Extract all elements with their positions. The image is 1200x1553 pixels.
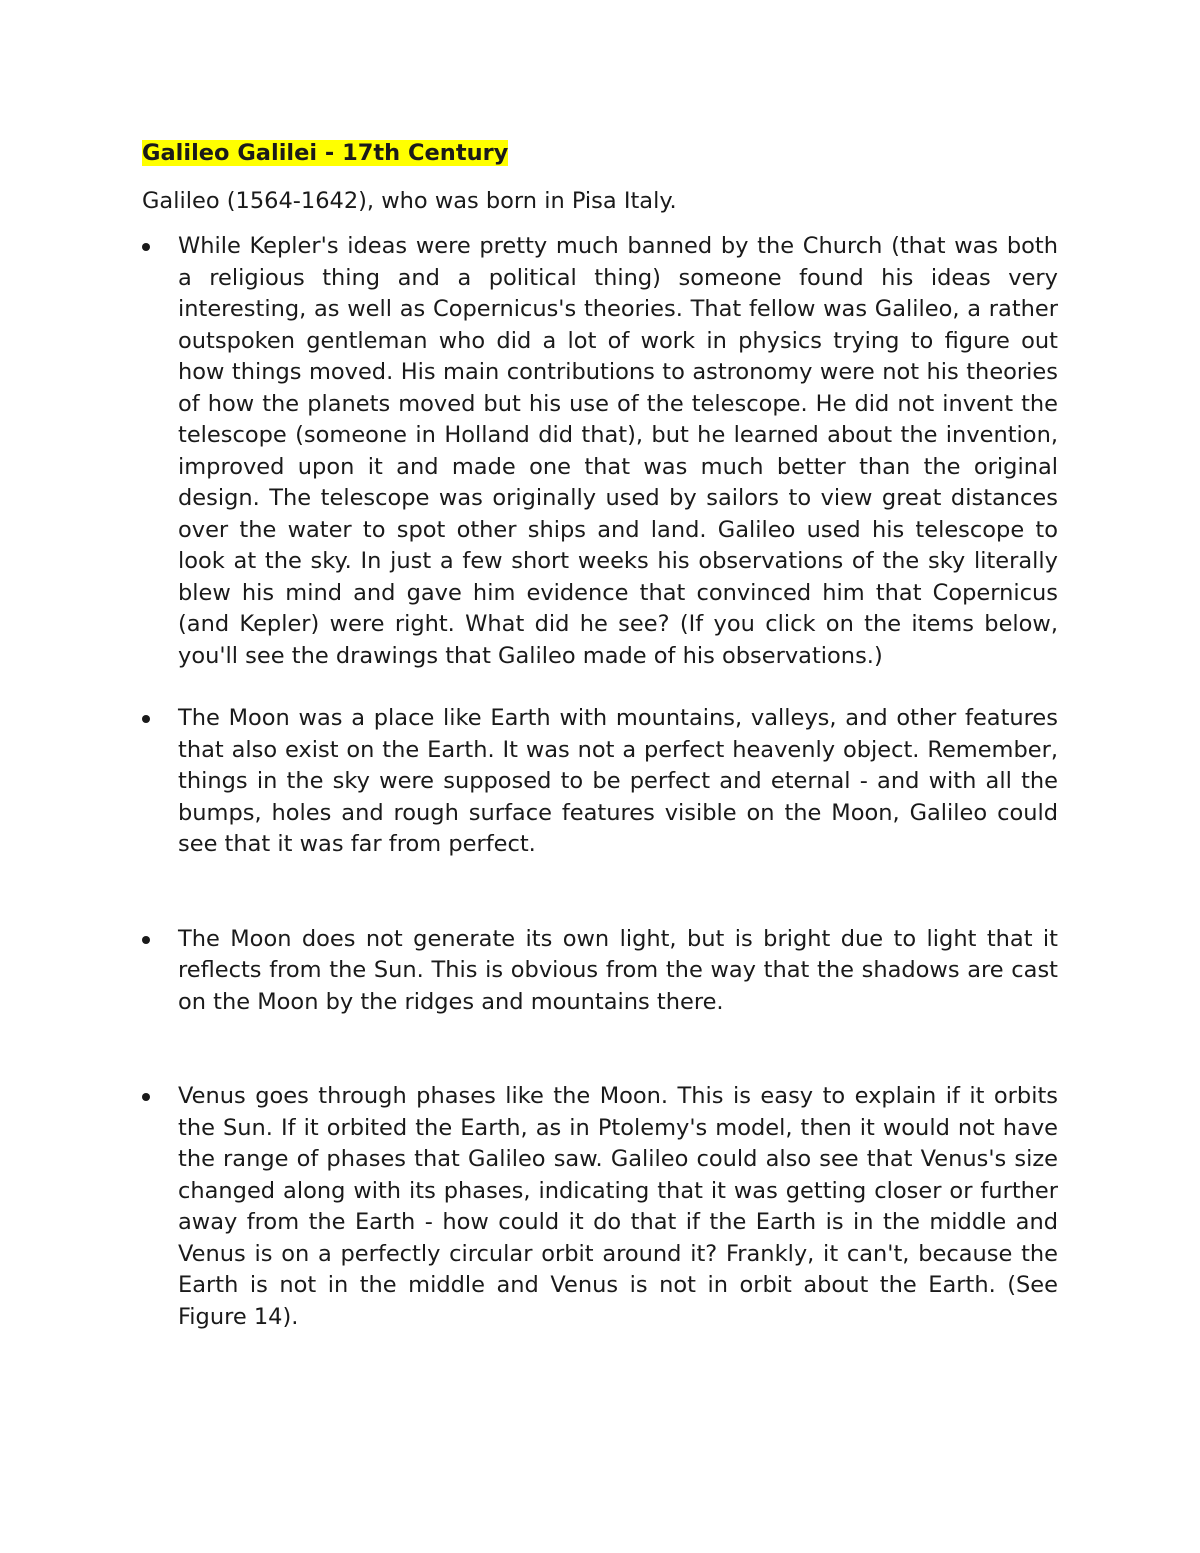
bullet-icon xyxy=(142,715,150,723)
list-item-text: The Moon does not generate its own light, but is bright due to light that it reflects from the Sun. This is obvious from the way that the shadows are cast on the Moon by the ridges and mountains there. xyxy=(178,925,1058,1015)
list-item xyxy=(142,703,1058,861)
bullet-icon xyxy=(142,1093,150,1101)
list-item-text: While Kepler's ideas were pretty much banned by the Church (that was both a religious thing and a political thing) someone found his ideas very interesting, as well as Copernicus's theories. That fellow was Galileo, a rather outspoken gentleman who did a lot of work in physics trying to figure out how things moved. His main contributions to astronomy were not his theories of how the planets moved but his use of the telescope. He did not invent the telescope (someone in Holland did that), but he learned about the invention, improved upon it and made one that was much better than the original design. The telescope was originally used by sailors to view great distances over the water to spot other ships and land. Galileo used his telescope to look at the sky. In just a few short weeks his observations of the sky literally blew his mind and gave him evidence that convinced him that Copernicus (and Kepler) were right. What did he see? (If you click on the items below, you'll see the drawings that Galileo made of his observations.) xyxy=(178,233,1058,669)
bullet-icon xyxy=(142,243,150,251)
document-body xyxy=(142,138,1058,1333)
list-item-text: The Moon was a place like Earth with mountains, valleys, and other features that also exist on the Earth. It was not a perfect heavenly object. Remember, things in the sky were supposed to be perfect and eternal - and with all the bumps, holes and rough surface features visible on the Moon, Galileo could see that it was far from perfect. xyxy=(178,705,1058,857)
page-title xyxy=(142,138,1058,170)
intro-paragraph: Galileo (1564-1642), who was born in Pisa Italy. xyxy=(142,187,677,214)
list-item xyxy=(142,231,1058,672)
observation-list xyxy=(142,231,1058,1333)
list-item xyxy=(142,1081,1058,1333)
list-item-text: Venus goes through phases like the Moon. This is easy to explain if it orbits the Sun. If it orbited the Earth, as in Ptolemy's model, then it would not have the range of phases that Galileo saw. Galileo could also see that Venus's size changed along with its phases, indicating that it was getting closer or further away from the Earth - how could it do that if the Earth is in the middle and Venus is on a perfectly circular orbit around it? Frankly, it can't, because the Earth is not in the middle and Venus is not in orbit about the Earth. (See Figure 14). xyxy=(178,1083,1058,1330)
list-item xyxy=(142,924,1058,1019)
bullet-icon xyxy=(142,936,150,944)
title-highlight: Galileo Galilei - 17th Century xyxy=(142,140,509,166)
